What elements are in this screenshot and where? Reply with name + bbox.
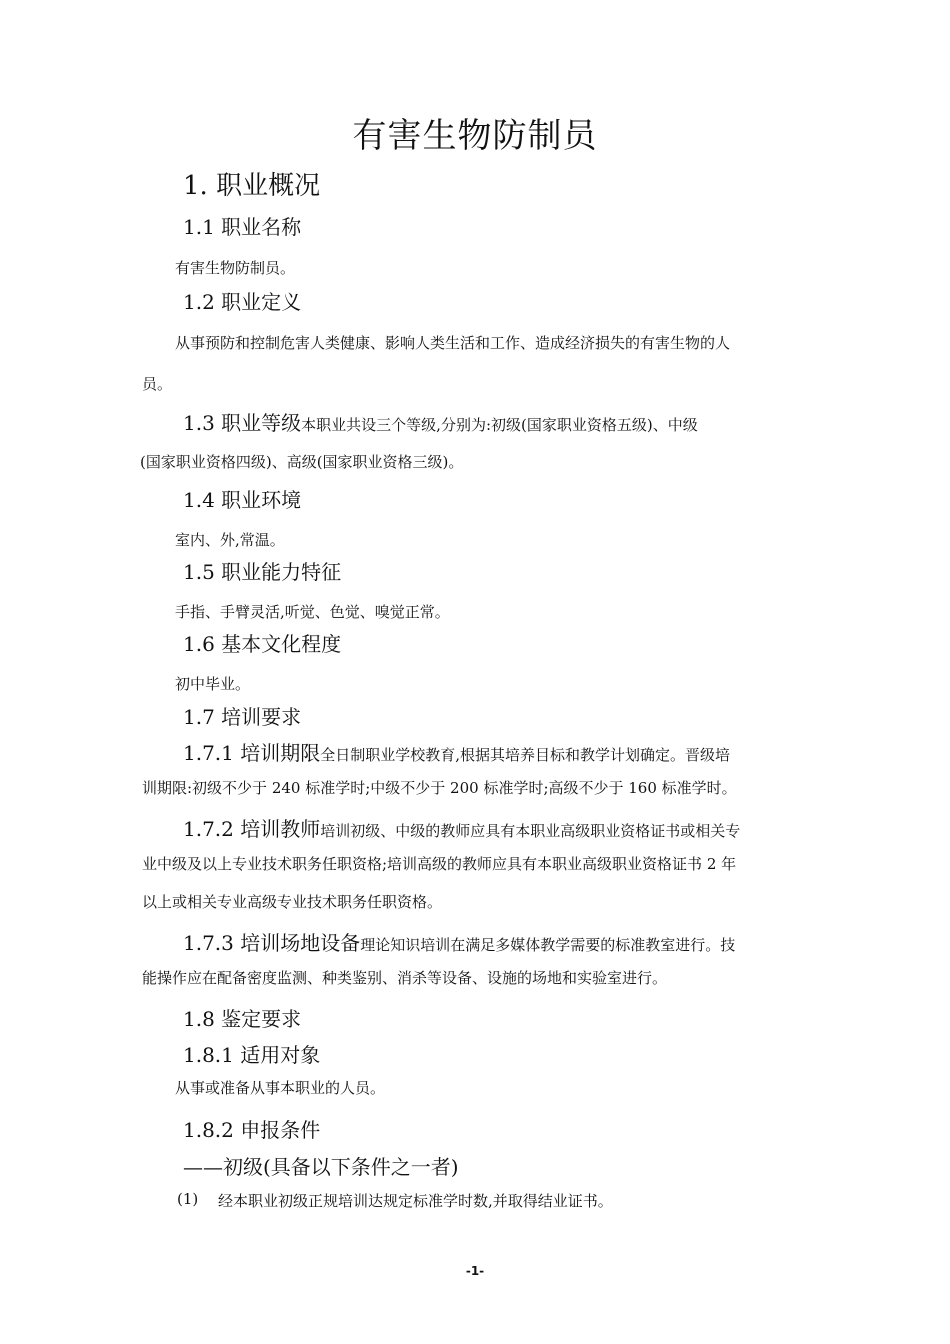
section-1-4-body: 室内、外,常温。 [175,531,285,549]
section-1-7-3-paragraph [183,927,735,956]
section-1-7-3-body-line2: 能操作应在配备密度监测、种类鉴别、消杀等设备、设施的场地和实验室进行。 [142,969,668,987]
section-1-8-2-subheading: ——初级(具备以下条件之一者) [183,1155,459,1179]
section-1-2-body-line2: 员。 [142,375,173,393]
page-number: -1- [465,1264,485,1278]
section-1-7-2-paragraph [183,813,740,842]
section-1-2-body-line1: 从事预防和控制危害人类健康、影响人类生活和工作、造成经济损失的有害生物的人 [175,334,731,352]
section-1-4-heading: 1.4 职业环境 [183,488,302,512]
section-1-6-heading: 1.6 基本文化程度 [183,632,342,656]
list-item-number: (1) [177,1190,199,1208]
list-item-text: 经本职业初级正规培训达规定标准学时数,并取得结业证书。 [218,1192,613,1210]
section-1-7-1-body-line1: 全日制职业学校教育,根据其培养目标和教学计划确定。晋级培 [320,746,731,764]
section-1-1-heading: 1.1 职业名称 [183,215,302,239]
section-1-7-2-heading: 1.7.2 培训教师 [183,817,321,841]
section-1-7-1-body-line2: 训期限:初级不少于 240 标准学时;中级不少于 200 标准学时;高级不少于 160 标准学时。 [142,779,737,797]
section-1-8-2-heading: 1.8.2 申报条件 [183,1118,321,1142]
section-1-2-heading: 1.2 职业定义 [183,290,302,314]
section-1-3-body-line1: 本职业共设三个等级,分别为:初级(国家职业资格五级)、中级 [301,416,698,434]
section-1-5-heading: 1.5 职业能力特征 [183,560,342,584]
section-1-7-heading: 1.7 培训要求 [183,705,302,729]
section-1-3-heading: 1.3 职业等级 [183,411,302,435]
section-1-7-2-body-line3: 以上或相关专业高级专业技术职务任职资格。 [142,893,443,911]
section-1-8-1-body: 从事或准备从事本职业的人员。 [175,1079,386,1097]
document-title: 有害生物防制员 [352,116,598,156]
section-1-6-body: 初中毕业。 [175,675,251,693]
section-1-7-2-body-line1: 培训初级、中级的教师应具有本职业高级职业资格证书或相关专 [320,822,741,840]
section-1-7-3-heading: 1.7.3 培训场地设备 [183,931,361,955]
section-1-3-body-line2: (国家职业资格四级)、高级(国家职业资格三级)。 [140,453,464,471]
section-1-8-heading: 1.8 鉴定要求 [183,1007,302,1031]
section-1-3-paragraph [183,407,698,436]
section-1-5-body: 手指、手臂灵活,听觉、色觉、嗅觉正常。 [175,603,450,621]
section-1-7-3-body-line1: 理论知识培训在满足多媒体教学需要的标准教室进行。技 [360,936,736,954]
section-1-8-1-heading: 1.8.1 适用对象 [183,1043,321,1067]
section-1-7-1-heading: 1.7.1 培训期限 [183,741,321,765]
section-1-heading: 1. 职业概况 [183,171,321,201]
section-1-7-2-body-line2: 业中级及以上专业技术职务任职资格;培训高级的教师应具有本职业高级职业资格证书 2 年 [142,855,737,873]
section-1-7-1-paragraph [183,737,730,766]
section-1-1-body: 有害生物防制员。 [175,259,296,277]
